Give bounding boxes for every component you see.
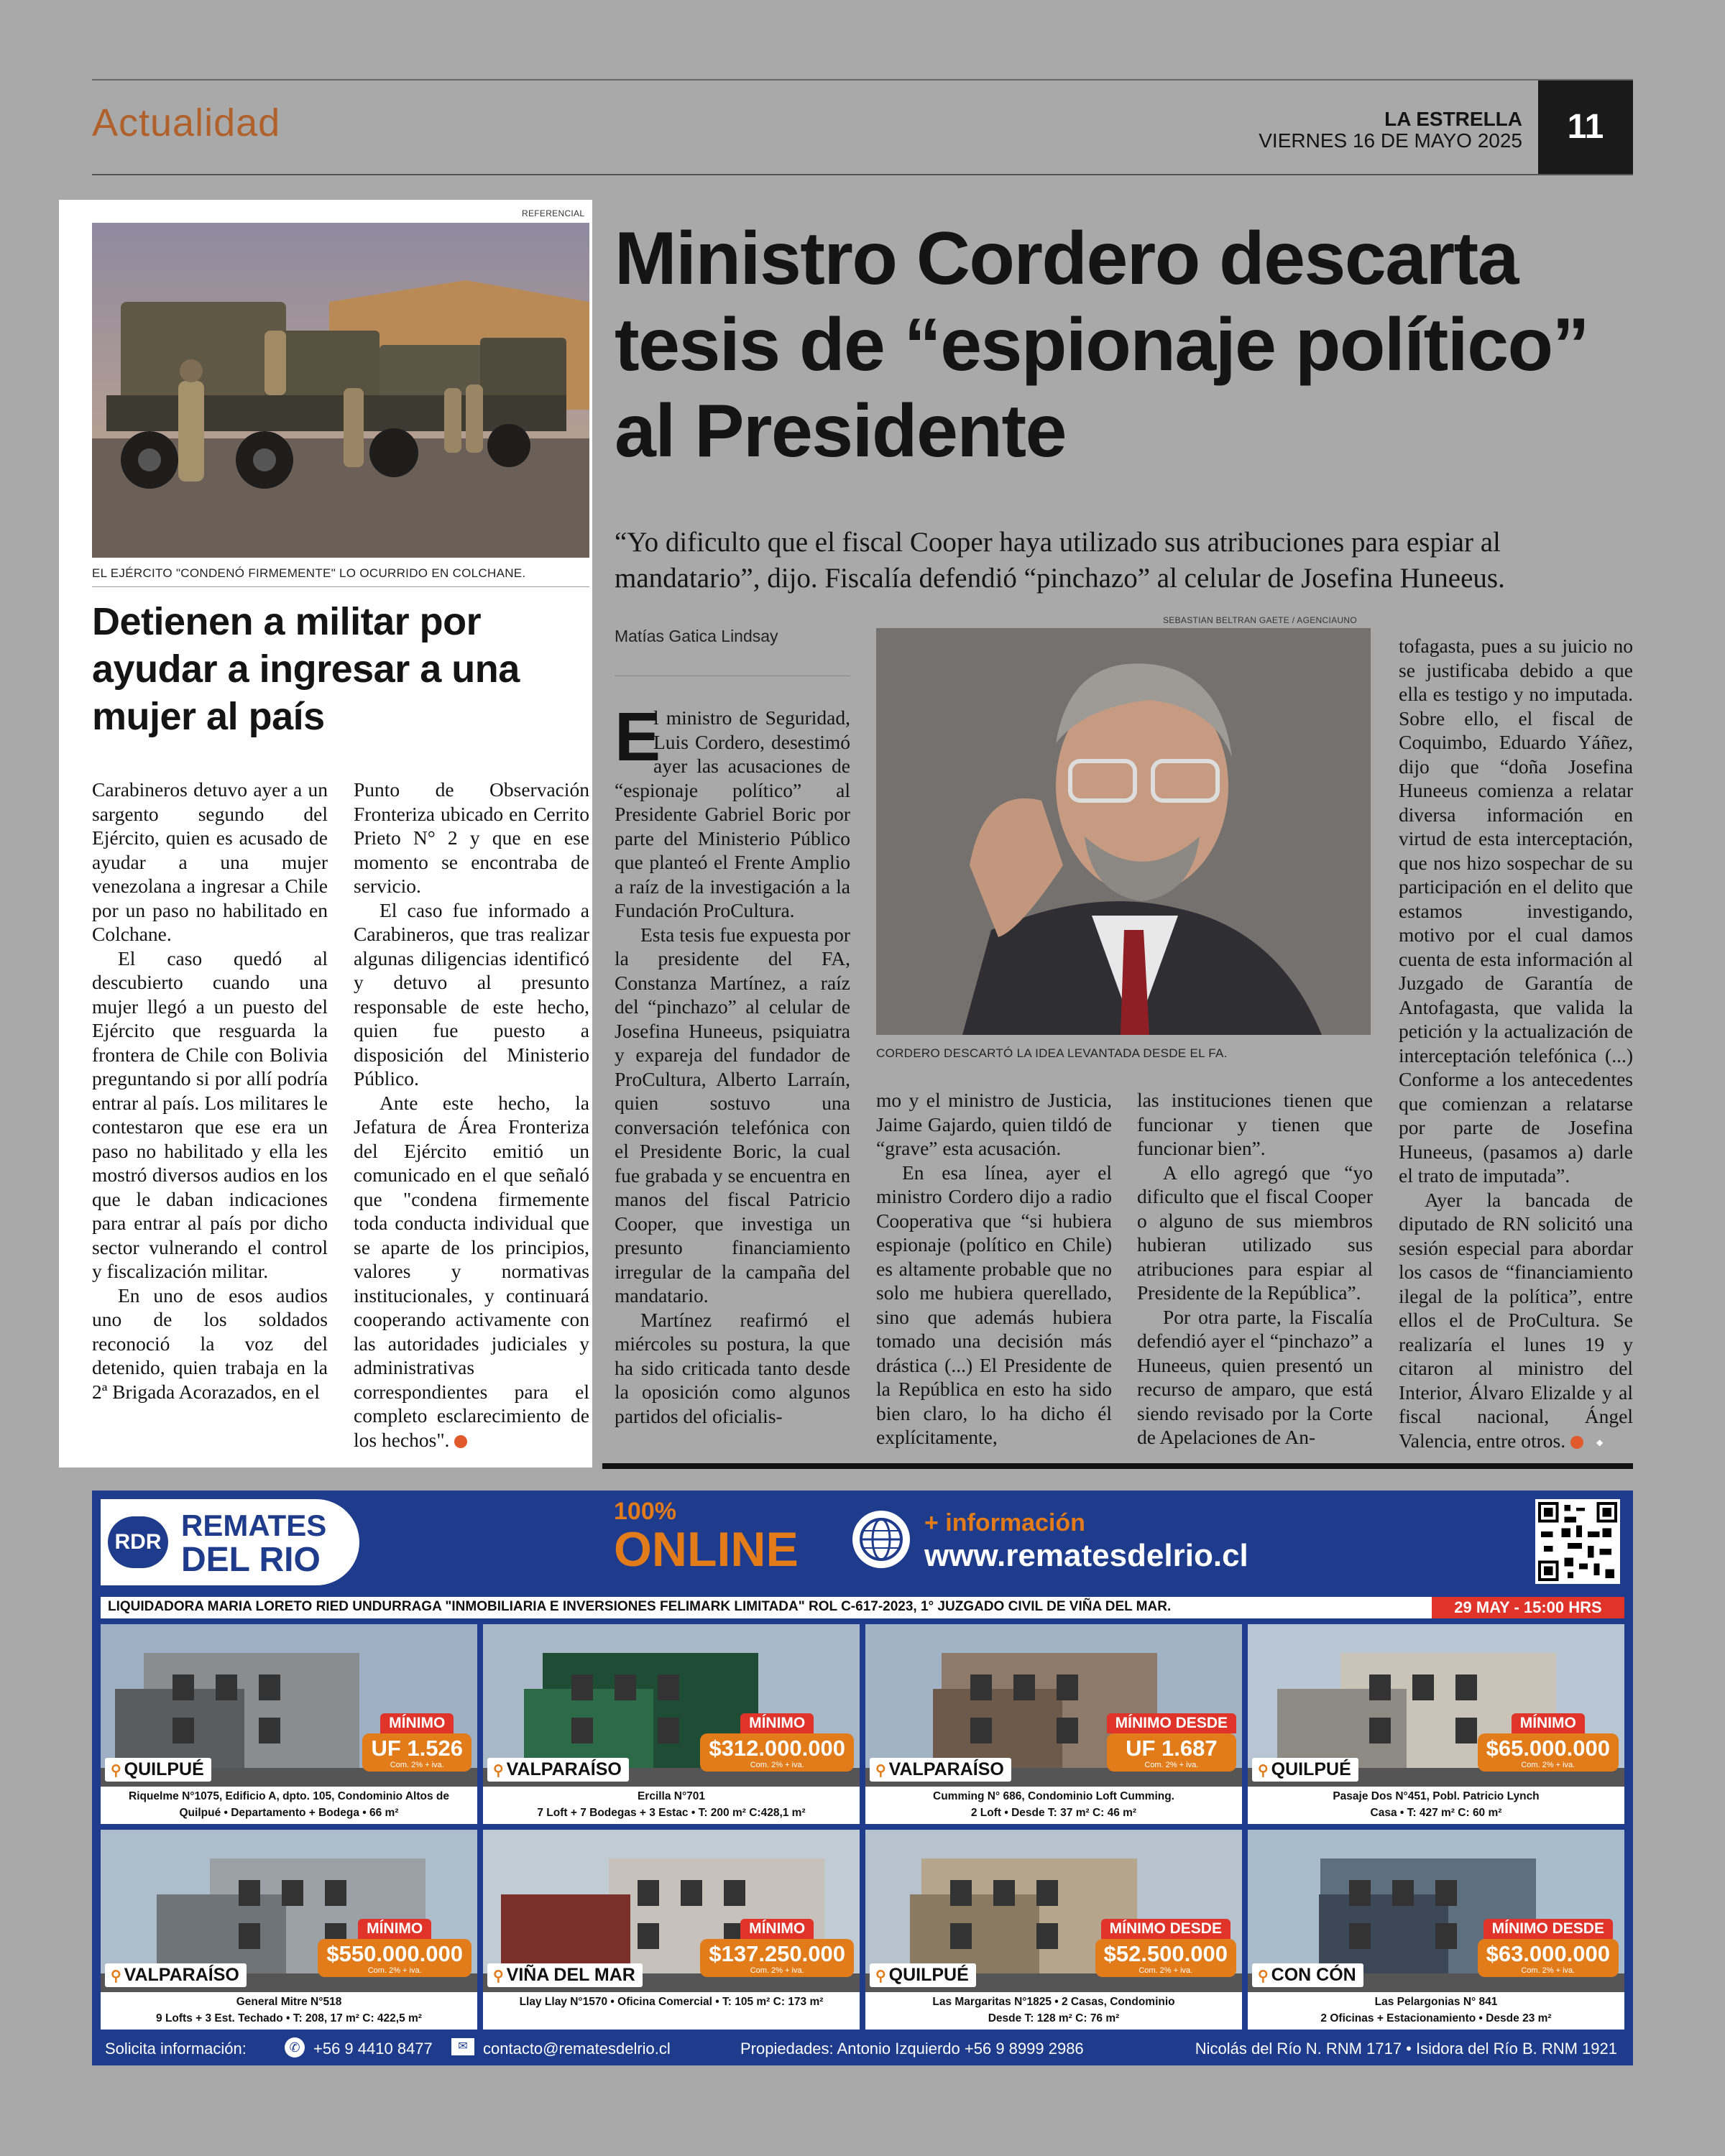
property-description bbox=[865, 1788, 1242, 1824]
ad-online-word: ONLINE bbox=[614, 1522, 799, 1577]
ad-website-link[interactable]: www.rematesdelrio.cl bbox=[924, 1538, 1248, 1573]
property-card[interactable] bbox=[1248, 1624, 1624, 1824]
property-city bbox=[487, 1963, 643, 1987]
property-price-box bbox=[318, 1919, 472, 1977]
main-c1-p1-text: l ministro de Seguridad, Luis Cordero, desestimó ayer las acusaciones de “espionaje político” al Presidente Gabriel Boric por parte del Ministerio Público que planteó el Frente Amplio a raíz de la investigación a la Fundación ProCultura. bbox=[615, 706, 850, 921]
location-pin-icon: ⚲ bbox=[111, 1968, 121, 1984]
location-pin-icon: ⚲ bbox=[111, 1763, 121, 1779]
price-label: MÍNIMO bbox=[380, 1713, 454, 1733]
property-description bbox=[101, 1994, 477, 2030]
price-value: $63.000.000 bbox=[1486, 1941, 1610, 1966]
price-value-box bbox=[1478, 1733, 1619, 1772]
main-c3-p3: Por otra parte, la Fiscalía defendió ayer el “pinchazo” a Huneeus, quien presentó un recurso de amparo, que está siendo revisado por la Corte de Apelaciones de An- bbox=[1137, 1305, 1373, 1448]
page-number: 11 bbox=[1538, 80, 1633, 174]
main-column-1 bbox=[615, 706, 850, 1428]
property-city bbox=[487, 1758, 629, 1782]
price-label: MÍNIMO bbox=[740, 1713, 814, 1733]
email-icon: ✉ bbox=[451, 2038, 474, 2055]
main-c4-p2-text: Ayer la bancada de diputado de RN solicitó una sesión especial para abordar los casos de “financiamiento ilegal de la política”, entre ellos el de ProCultura. Se realizaría el lunes 19 y citaron al ministro del Interior, Álvaro Elizalde y al fiscal nacional, Ángel Valencia, entre otros. bbox=[1399, 1188, 1633, 1452]
price-label: MÍNIMO DESDE bbox=[1101, 1919, 1230, 1939]
property-address: Riquelme N°1075, Edificio A, dpto. 105, Condominio Altos de bbox=[129, 1790, 449, 1802]
auction-ad bbox=[92, 1491, 1633, 2065]
side-c2-p3 bbox=[354, 1091, 589, 1452]
price-label: MÍNIMO DESDE bbox=[1484, 1919, 1613, 1939]
main-c2-p2: En esa línea, ayer el ministro Cordero dijo a radio Cooperativa que “si hubiera espionaje (político en Chile) es altamente probable que no solo me hubiera querellado, sino que además hubiera tomado una decisión más drástica (...) El Presidente de la República en esto ha sido bien claro, lo ha dicho él explícitamente, bbox=[876, 1161, 1112, 1448]
footer-properties-contact: Propiedades: Antonio Izquierdo +56 9 8999 2986 bbox=[740, 2040, 1084, 2058]
property-address: Ercilla N°701 bbox=[637, 1790, 706, 1802]
property-price-box bbox=[1478, 1713, 1619, 1772]
section-label: Actualidad bbox=[92, 101, 281, 144]
property-card[interactable] bbox=[101, 1624, 477, 1824]
footer-email[interactable]: contacto@rematesdelrio.cl bbox=[483, 2040, 671, 2058]
commission-note: Com. 2% + iva. bbox=[750, 1761, 804, 1769]
property-details: Casa • T: 427 m² C: 60 m² bbox=[1370, 1807, 1502, 1819]
newspaper-name: LA ESTRELLA bbox=[1384, 108, 1522, 130]
main-byline: Matías Gatica Lindsay bbox=[615, 627, 778, 645]
globe-icon bbox=[852, 1511, 910, 1568]
property-card[interactable] bbox=[483, 1830, 860, 2030]
property-card[interactable] bbox=[483, 1624, 860, 1824]
location-pin-icon: ⚲ bbox=[493, 1968, 504, 1984]
article-bottom-rule bbox=[602, 1463, 1633, 1469]
property-price-box bbox=[362, 1713, 472, 1772]
property-city bbox=[870, 1963, 976, 1987]
property-description bbox=[483, 1994, 860, 2030]
property-city-label: VALPARAÍSO bbox=[888, 1759, 1004, 1779]
price-value: $550.000.000 bbox=[326, 1941, 463, 1966]
main-c4-p1: tofagasta, pues a su juicio no se justificaba debido a que ella es testigo y no imputada. Sobre ello, el fiscal de Coquimbo, Eduardo Yáñez, dijo que “doña Josefina Huneeus comienza a relatar diversa información en virtud de esta interceptación, que nos hizo sospechar de su participación en el delito que estamos investigando, motivo por el cual damos cuenta de esta información al Juzgado de Garantía de Antofagasta, que valida la petición y la actualización de interceptación telefónica (...) Conforme a los antecedentes que comienzan a relatarse por parte de Josefina Huneeus, (pasamos a) darle el trato de imputada”. bbox=[1399, 635, 1633, 1187]
location-pin-icon: ⚲ bbox=[875, 1968, 886, 1984]
commission-note: Com. 2% + iva. bbox=[1521, 1966, 1576, 1975]
property-city-label: VALPARAÍSO bbox=[124, 1965, 239, 1985]
property-city-label: QUILPUÉ bbox=[124, 1759, 204, 1779]
top-rule bbox=[92, 79, 1633, 80]
main-c1-p2: Esta tesis fue expuesta por la presidente del FA, Constanza Martínez, a raíz del “pinchazo” al celular de Josefina Huneeus, psiquiatra y expareja del fundador de ProCultura, Alberto Larraín, quien sostuvo una conversación telefónica con el Presidente Boric, la cual fue grabada y se encuentra en manos del fiscal Patricio Cooper, que investiga un presunto financiamiento irregular de la campaña del mandatario. bbox=[615, 923, 850, 1307]
property-description bbox=[101, 1788, 477, 1824]
price-value-box bbox=[700, 1733, 854, 1772]
issue-date: VIERNES 16 DE MAYO 2025 bbox=[1259, 129, 1522, 152]
side-c1-p2: El caso quedó al descubierto cuando una mujer llegó a un puesto del Ejército que resguarda la frontera de Chile con Bolivia preguntando si por allí podría entrar al país. Los militares le contestaron que ese era un paso no habilitado y ella les mostró diversos audios en los que le daban indicaciones para entrar al país por dicho sector vulnerando el control y fiscalización militar. bbox=[92, 946, 328, 1282]
property-details: 7 Loft + 7 Bodegas + 3 Estac • T: 200 m² C:428,1 m² bbox=[537, 1807, 806, 1819]
side-c2-p3-text: Ante este hecho, la Jefatura de Área Fronteriza del Ejército emitió un comunicado en el que señaló que "condena firmemente toda conducta individual que se aparte de los principios, valores y normativas institucionales, y continuará cooperando activamente con las autoridades judiciales y administrativas correspondientes para el completo esclarecimiento de los hechos". bbox=[354, 1091, 589, 1451]
property-city bbox=[1252, 1963, 1363, 1987]
ad-liquidadora-text: LIQUIDADORA MARIA LORETO RIED UNDURRAGA "INMOBILIARIA E INVERSIONES FELIMARK LIMITADA" ROL C-617-2023, 1° JUZGADO CIVIL DE VIÑA DEL MAR. bbox=[108, 1599, 1172, 1614]
main-c3-p2: A ello agregó que “yo dificulto que el fiscal Cooper o alguno de sus miembros hubieran utilizado sus atribuciones para espiar al Presidente de la República”. bbox=[1137, 1161, 1373, 1304]
commission-note: Com. 2% + iva. bbox=[750, 1966, 804, 1975]
ad-logo-line2: DEL RIO bbox=[181, 1541, 321, 1579]
property-address: Pasaje Dos N°451, Pobl. Patricio Lynch bbox=[1333, 1790, 1540, 1802]
property-city bbox=[105, 1963, 247, 1987]
end-mark-icon: ◆ bbox=[1570, 1436, 1583, 1449]
property-card[interactable] bbox=[101, 1830, 477, 2030]
price-value: $52.500.000 bbox=[1103, 1941, 1228, 1966]
property-city-label: QUILPUÉ bbox=[1271, 1759, 1351, 1779]
main-c3-p1: las instituciones tienen que funcionar y tienen que funcionar bien”. bbox=[1137, 1089, 1373, 1159]
property-price-box bbox=[700, 1919, 854, 1977]
property-description bbox=[1248, 1788, 1624, 1824]
property-city bbox=[1252, 1758, 1358, 1782]
location-pin-icon: ⚲ bbox=[1258, 1763, 1269, 1779]
main-headline: Ministro Cordero descarta tesis de “espionaje político” al Presidente bbox=[615, 217, 1589, 473]
side-photo-credit: REFERENCIAL bbox=[522, 208, 585, 218]
price-label: MÍNIMO DESDE bbox=[1107, 1713, 1236, 1733]
property-price-box bbox=[1478, 1919, 1619, 1977]
price-value-box bbox=[362, 1733, 472, 1772]
header-rule bbox=[92, 174, 1633, 175]
main-column-3 bbox=[1137, 1088, 1373, 1450]
price-value: $65.000.000 bbox=[1486, 1736, 1610, 1761]
property-description bbox=[483, 1788, 860, 1824]
property-card[interactable] bbox=[865, 1830, 1242, 2030]
main-c2-p1: mo y el ministro de Justicia, Jaime Gajardo, quien tildó de “grave” esta acusación. bbox=[876, 1089, 1112, 1159]
property-address: General Mitre N°518 bbox=[236, 1996, 342, 2008]
side-headline: Detienen a militar por ayudar a ingresar a una mujer al país bbox=[92, 600, 520, 738]
footer-phone[interactable]: +56 9 4410 8477 bbox=[313, 2040, 433, 2058]
side-c1-p1: Carabineros detuvo ayer a un sargento segundo del Ejército, quien es acusado de ayudar a una mujer venezolana a ingresar a Chile por un paso no habilitado en Colchane. bbox=[92, 778, 328, 945]
property-address: Cumming N° 686, Condominio Loft Cumming. bbox=[933, 1790, 1174, 1802]
ad-logo-line1: REMATES bbox=[181, 1508, 327, 1542]
ad-footer bbox=[101, 2035, 1624, 2061]
military-trucks-photo bbox=[92, 223, 589, 558]
price-label: MÍNIMO bbox=[358, 1919, 431, 1939]
price-value: $137.250.000 bbox=[709, 1941, 845, 1966]
main-column-4 bbox=[1399, 634, 1633, 1452]
price-value-box bbox=[1107, 1733, 1236, 1772]
side-c2-p1: Punto de Observación Fronteriza ubicado en Cerrito Prieto N° 2 y que en ese momento se encontraba de servicio. bbox=[354, 778, 589, 897]
property-details: 2 Loft • Desde T: 37 m² C: 46 m² bbox=[970, 1807, 1137, 1819]
whatsapp-icon: ✆ bbox=[285, 2037, 305, 2058]
property-city bbox=[870, 1758, 1011, 1782]
property-city bbox=[105, 1758, 211, 1782]
property-card[interactable] bbox=[865, 1624, 1242, 1824]
property-address: Las Pelargonias N° 841 bbox=[1374, 1996, 1498, 2008]
price-label: MÍNIMO bbox=[740, 1919, 814, 1939]
main-photo-caption: CORDERO DESCARTÓ LA IDEA LEVANTADA DESDE EL FA. bbox=[876, 1046, 1228, 1060]
side-column-1 bbox=[92, 778, 328, 1404]
property-city-label: CON CÓN bbox=[1271, 1965, 1356, 1985]
property-details: 2 Oficinas + Estacionamiento • Desde 23 m² bbox=[1320, 2012, 1552, 2024]
property-address: Llay Llay N°1570 • Oficina Comercial • T: 105 m² C: 173 m² bbox=[519, 1996, 824, 2008]
property-details: 9 Lofts + 3 Est. Techado • T: 208, 17 m² C: 422,5 m² bbox=[156, 2012, 422, 2024]
property-price-box bbox=[1095, 1919, 1236, 1977]
side-c1-p3: En uno de esos audios uno de los soldados reconoció la voz del detenido, quien trabaja en la 2ª Brigada Acorazados, en el bbox=[92, 1284, 328, 1403]
price-value-box bbox=[318, 1939, 472, 1977]
property-card[interactable] bbox=[1248, 1830, 1624, 2030]
ad-logo-abbr: RDR bbox=[108, 1516, 168, 1568]
location-pin-icon: ⚲ bbox=[875, 1763, 886, 1779]
property-address: Las Margaritas N°1825 • 2 Casas, Condominio bbox=[932, 1996, 1175, 2008]
ad-liquidadora-bar bbox=[101, 1597, 1624, 1618]
main-c1-p1 bbox=[615, 706, 850, 923]
drop-cap: E bbox=[615, 699, 661, 775]
ad-online-pct: 100% bbox=[614, 1498, 676, 1525]
footer-contact-label: Solicita información: bbox=[105, 2040, 247, 2058]
price-value: UF 1.687 bbox=[1126, 1736, 1218, 1761]
side-caption-rule bbox=[92, 586, 589, 587]
price-value: $312.000.000 bbox=[709, 1736, 845, 1761]
main-c4-p2 bbox=[1399, 1188, 1633, 1453]
property-city-label: QUILPUÉ bbox=[888, 1965, 969, 1985]
end-mark-icon: ◆ bbox=[454, 1435, 467, 1448]
property-city-label: VALPARAÍSO bbox=[506, 1759, 622, 1779]
price-value: UF 1.526 bbox=[371, 1736, 463, 1761]
ad-auction-date: 29 MAY - 15:00 HRS bbox=[1432, 1597, 1624, 1618]
main-c1-p3: Martínez reafirmó el miércoles su postura, la que ha sido criticada tanto desde la oposición como algunos partidos del oficialis- bbox=[615, 1308, 850, 1427]
property-price-box bbox=[1107, 1713, 1236, 1772]
price-value-box bbox=[700, 1939, 854, 1977]
property-details: Desde T: 128 m² C: 76 m² bbox=[988, 2012, 1120, 2024]
commission-note: Com. 2% + iva. bbox=[1521, 1761, 1576, 1769]
location-pin-icon: ⚲ bbox=[1258, 1968, 1269, 1984]
property-city-label: VIÑA DEL MAR bbox=[506, 1965, 635, 1985]
commission-note: Com. 2% + iva. bbox=[367, 1966, 422, 1975]
commission-note: Com. 2% + iva. bbox=[390, 1761, 444, 1769]
ad-logo[interactable] bbox=[101, 1499, 359, 1585]
price-value-box bbox=[1478, 1939, 1619, 1977]
commission-note: Com. 2% + iva. bbox=[1138, 1966, 1193, 1975]
minister-portrait-photo bbox=[876, 628, 1371, 1035]
qr-code-icon[interactable] bbox=[1535, 1499, 1620, 1584]
side-column-2 bbox=[354, 778, 589, 1452]
main-deck: “Yo dificulto que el fiscal Cooper haya utilizado sus atribuciones para espiar al mandatario”, dijo. Fiscalía defendió “pinchazo” al celular de Josefina Huneeus. bbox=[615, 527, 1505, 594]
ad-more-info: + información bbox=[924, 1509, 1085, 1537]
property-description bbox=[1248, 1994, 1624, 2030]
footer-rnm: Nicolás del Río N. RNM 1717 • Isidora del Río B. RNM 1921 bbox=[1195, 2040, 1617, 2058]
side-c2-p2: El caso fue informado a Carabineros, que tras realizar algunas diligencias identificó y detuvo al presunto responsable de este hecho, quien fue puesto a disposición del Ministerio Público. bbox=[354, 898, 589, 1089]
property-price-box bbox=[700, 1713, 854, 1772]
price-label: MÍNIMO bbox=[1512, 1713, 1585, 1733]
main-photo-credit: SEBASTIAN BELTRAN GAETE / AGENCIAUNO bbox=[1163, 615, 1357, 625]
property-details: Quilpué • Departamento + Bodega • 66 m² bbox=[179, 1807, 399, 1819]
commission-note: Com. 2% + iva. bbox=[1144, 1761, 1199, 1769]
main-column-2 bbox=[876, 1088, 1112, 1450]
side-photo-caption: EL EJÉRCITO "CONDENÓ FIRMEMENTE" LO OCURRIDO EN COLCHANE. bbox=[92, 566, 526, 580]
price-value-box bbox=[1095, 1939, 1236, 1977]
property-description bbox=[865, 1994, 1242, 2030]
location-pin-icon: ⚲ bbox=[493, 1763, 504, 1779]
